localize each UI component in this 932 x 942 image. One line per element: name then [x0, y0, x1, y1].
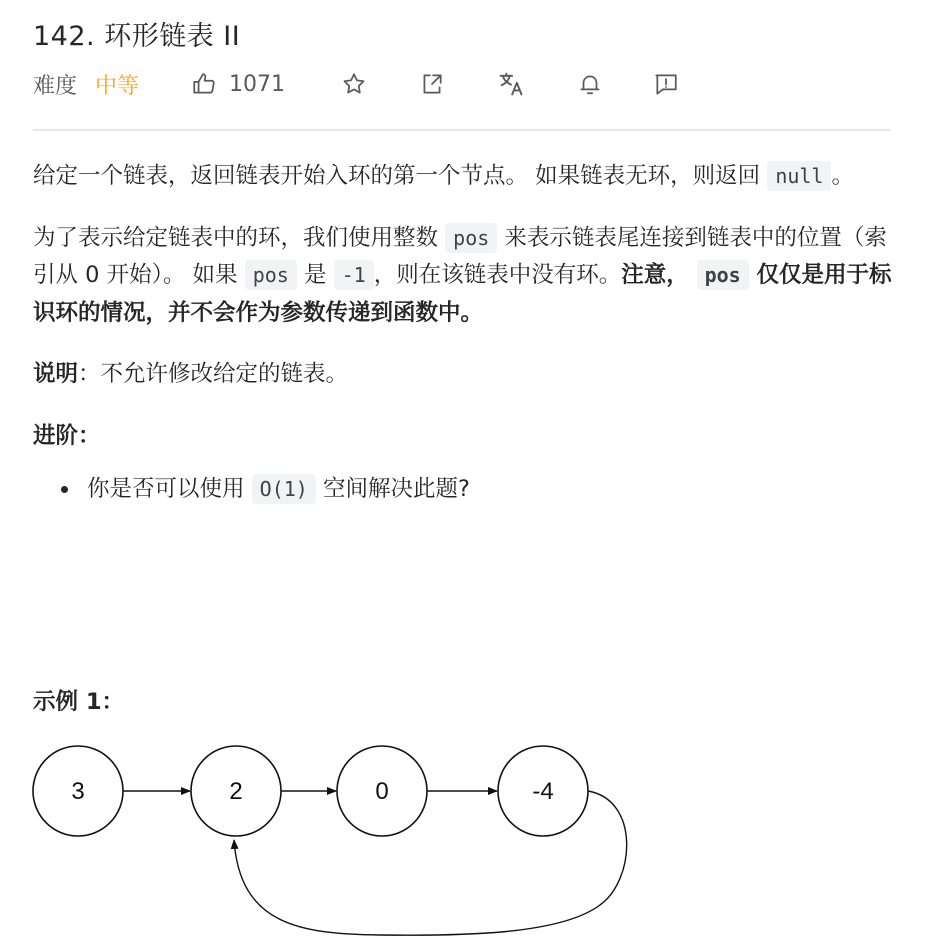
text: 给定一个链表，返回链表开始入环的第一个节点。 如果链表无环，则返回	[33, 163, 768, 189]
header-divider	[33, 129, 890, 131]
code-null: null	[767, 161, 831, 191]
problem-title: 142. 环形链表 II	[33, 21, 241, 52]
like-count: 1071	[229, 71, 286, 97]
text: 是	[296, 262, 334, 288]
problem-description	[33, 158, 893, 509]
thumbs-up-icon[interactable]	[191, 71, 217, 97]
difficulty-label: 难度	[33, 73, 78, 99]
node-value: 2	[229, 778, 243, 805]
feedback-icon[interactable]	[653, 71, 679, 97]
example-title: 示例 1：	[33, 689, 124, 715]
description-paragraph-1	[33, 158, 893, 196]
share-icon[interactable]	[419, 71, 445, 97]
bell-icon[interactable]	[577, 71, 603, 97]
description-note	[33, 356, 893, 394]
translate-icon[interactable]	[497, 70, 525, 98]
code-pos: pos	[245, 260, 297, 290]
description-paragraph-2	[33, 220, 893, 333]
linked-list-diagram	[0, 740, 700, 942]
text: 为了表示给定链表中的环，我们使用整数	[33, 224, 446, 251]
star-icon[interactable]	[341, 71, 367, 97]
code-o1: O(1)	[252, 474, 316, 504]
code-pos: pos	[445, 223, 497, 253]
text: ，则在该链表中没有环。	[373, 262, 622, 288]
node-value: 3	[71, 778, 85, 805]
code-minus-one: -1	[334, 260, 374, 290]
text: 。	[831, 163, 854, 189]
text: 空间解决此题?	[315, 476, 470, 502]
node-value: 0	[375, 778, 389, 805]
advanced-label: 进阶	[33, 422, 79, 449]
text: 你是否可以使用	[87, 476, 252, 502]
node-value: -4	[532, 778, 554, 805]
note-label: 说明	[33, 361, 79, 387]
text: 来表示链表尾连接到链表中的位置（索引从 0 开始）。 如果	[33, 224, 887, 288]
problem-meta-bar	[33, 66, 679, 102]
text: ：	[78, 422, 101, 449]
text: 注意，	[621, 262, 697, 288]
code-pos-bold: pos	[697, 260, 749, 290]
text: 仅仅是用于标识环的情况，并不会作为参数传递到函数中。	[33, 262, 892, 326]
difficulty-value: 中等	[95, 73, 140, 99]
advanced-list	[33, 471, 893, 509]
list-item	[81, 471, 893, 509]
advanced-heading	[33, 418, 893, 456]
text: ：不允许修改给定的链表。	[78, 361, 349, 387]
